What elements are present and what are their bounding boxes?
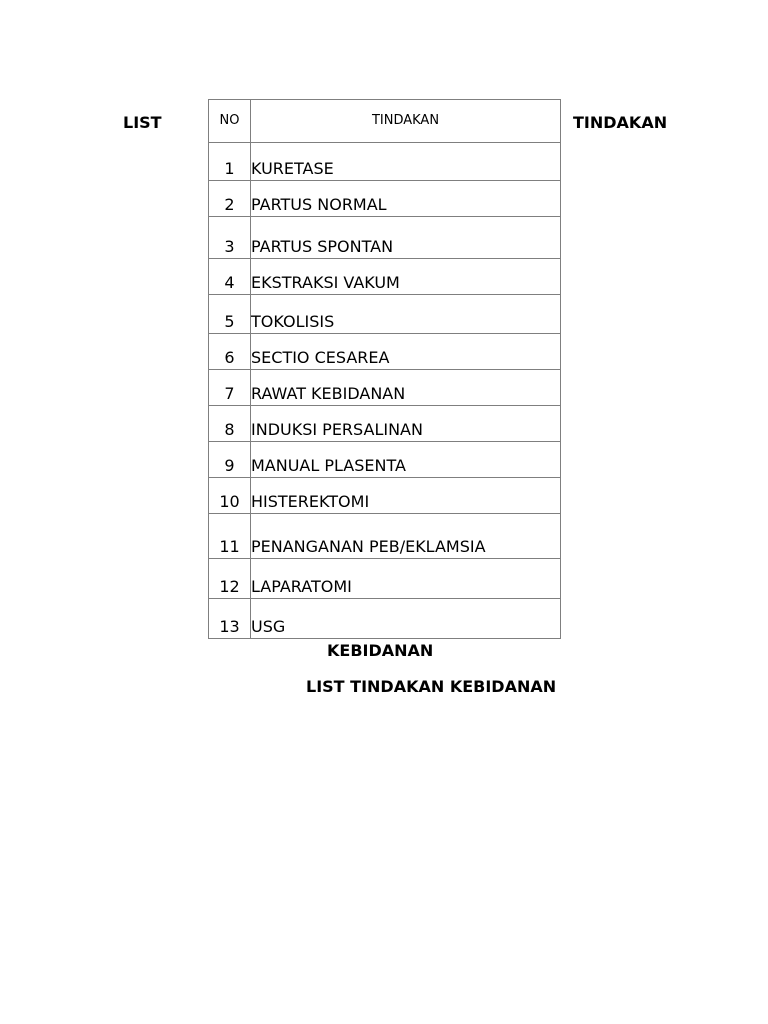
row-tindakan: USG: [251, 599, 561, 639]
table-row: [209, 478, 561, 514]
row-tindakan: TOKOLISIS: [251, 295, 561, 334]
row-number: 1: [209, 143, 251, 181]
row-number: 8: [209, 406, 251, 442]
table-row: [209, 370, 561, 406]
table-row: [209, 143, 561, 181]
title-word-kebidanan: KEBIDANAN: [327, 641, 434, 660]
row-number: 4: [209, 259, 251, 295]
row-tindakan: HISTEREKTOMI: [251, 478, 561, 514]
row-tindakan: LAPARATOMI: [251, 559, 561, 599]
page-title: LIST TINDAKAN KEBIDANAN: [306, 677, 557, 696]
title-word-tindakan: TINDAKAN: [573, 113, 668, 132]
row-number: 12: [209, 559, 251, 599]
row-number: 7: [209, 370, 251, 406]
row-tindakan: KURETASE: [251, 143, 561, 181]
table-header-row: [209, 100, 561, 143]
row-tindakan: SECTIO CESAREA: [251, 334, 561, 370]
table-row: [209, 406, 561, 442]
table-row: [209, 442, 561, 478]
table-row: [209, 334, 561, 370]
row-tindakan: PARTUS NORMAL: [251, 181, 561, 217]
table-row: [209, 514, 561, 559]
row-number: 2: [209, 181, 251, 217]
row-number: 11: [209, 514, 251, 559]
row-tindakan: INDUKSI PERSALINAN: [251, 406, 561, 442]
table-row: [209, 259, 561, 295]
row-number: 9: [209, 442, 251, 478]
table-row: [209, 181, 561, 217]
row-tindakan: EKSTRAKSI VAKUM: [251, 259, 561, 295]
table-row: [209, 559, 561, 599]
row-tindakan: MANUAL PLASENTA: [251, 442, 561, 478]
table-row: [209, 599, 561, 639]
title-word-list: LIST: [123, 113, 162, 132]
table-row: [209, 295, 561, 334]
tindakan-table: [208, 99, 561, 639]
header-no: NO: [209, 100, 251, 143]
row-number: 10: [209, 478, 251, 514]
table-row: [209, 217, 561, 259]
row-number: 13: [209, 599, 251, 639]
row-tindakan: PENANGANAN PEB/EKLAMSIA: [251, 514, 561, 559]
row-number: 6: [209, 334, 251, 370]
row-number: 3: [209, 217, 251, 259]
row-number: 5: [209, 295, 251, 334]
row-tindakan: RAWAT KEBIDANAN: [251, 370, 561, 406]
row-tindakan: PARTUS SPONTAN: [251, 217, 561, 259]
header-tindakan: TINDAKAN: [251, 100, 561, 143]
